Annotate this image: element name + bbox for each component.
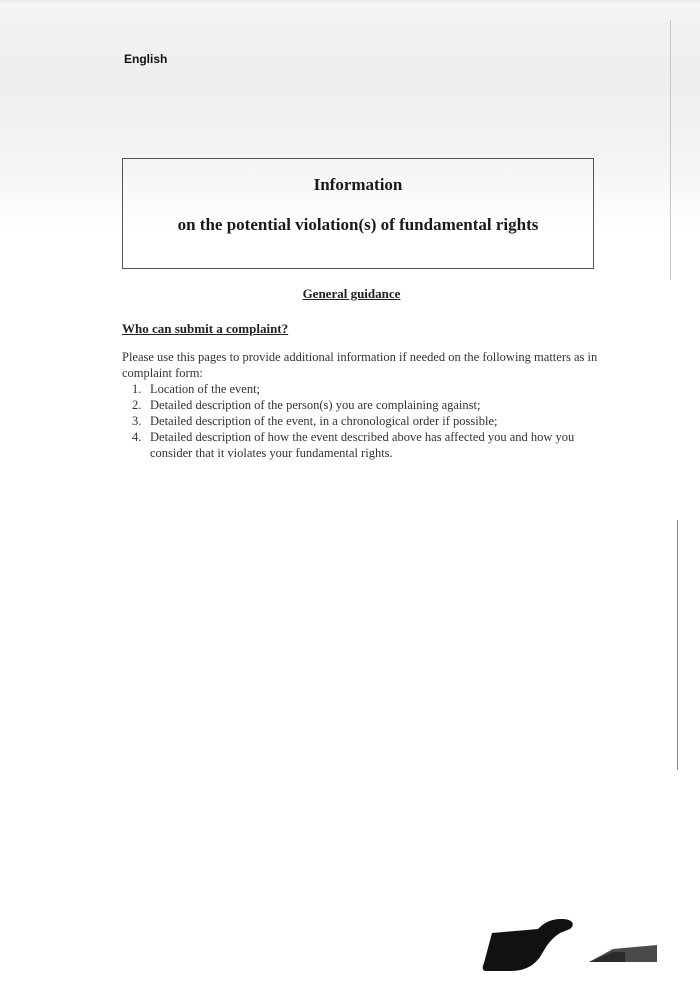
scan-top-edge xyxy=(0,0,700,4)
list-item xyxy=(122,429,612,461)
title-box xyxy=(122,158,594,269)
intro-paragraph: Please use this pages to provide additional information if needed on the following matters as in complaint form: xyxy=(122,350,598,380)
list-item xyxy=(122,397,612,413)
list-item-text: Detailed description of the event, in a chronological order if possible; xyxy=(150,414,498,428)
list-item-number: 4. xyxy=(132,430,142,444)
redaction-mark-small xyxy=(585,944,659,964)
list-item-number: 2. xyxy=(132,398,142,412)
numbered-list xyxy=(122,381,612,461)
redaction-mark xyxy=(480,915,580,975)
scan-edge-line xyxy=(670,20,671,280)
list-item-number: 1. xyxy=(132,382,142,396)
list-item-number: 3. xyxy=(132,414,142,428)
list-item-text: Detailed description of how the event described above has affected you and how you consider that it violates your fundamental rights. xyxy=(150,430,575,460)
section-subheading: Who can submit a complaint? xyxy=(122,321,289,336)
language-label: English xyxy=(124,52,168,66)
list-item xyxy=(122,413,612,429)
section-heading: General guidance xyxy=(302,286,401,301)
title-line-2: on the potential violation(s) of fundamental rights xyxy=(177,215,539,234)
scan-edge-line-lower xyxy=(677,520,678,770)
title-line-1: Information xyxy=(313,175,403,194)
list-item-text: Detailed description of the person(s) you are complaining against; xyxy=(150,398,481,412)
list-item-text: Location of the event; xyxy=(150,382,261,396)
list-item xyxy=(122,381,612,397)
